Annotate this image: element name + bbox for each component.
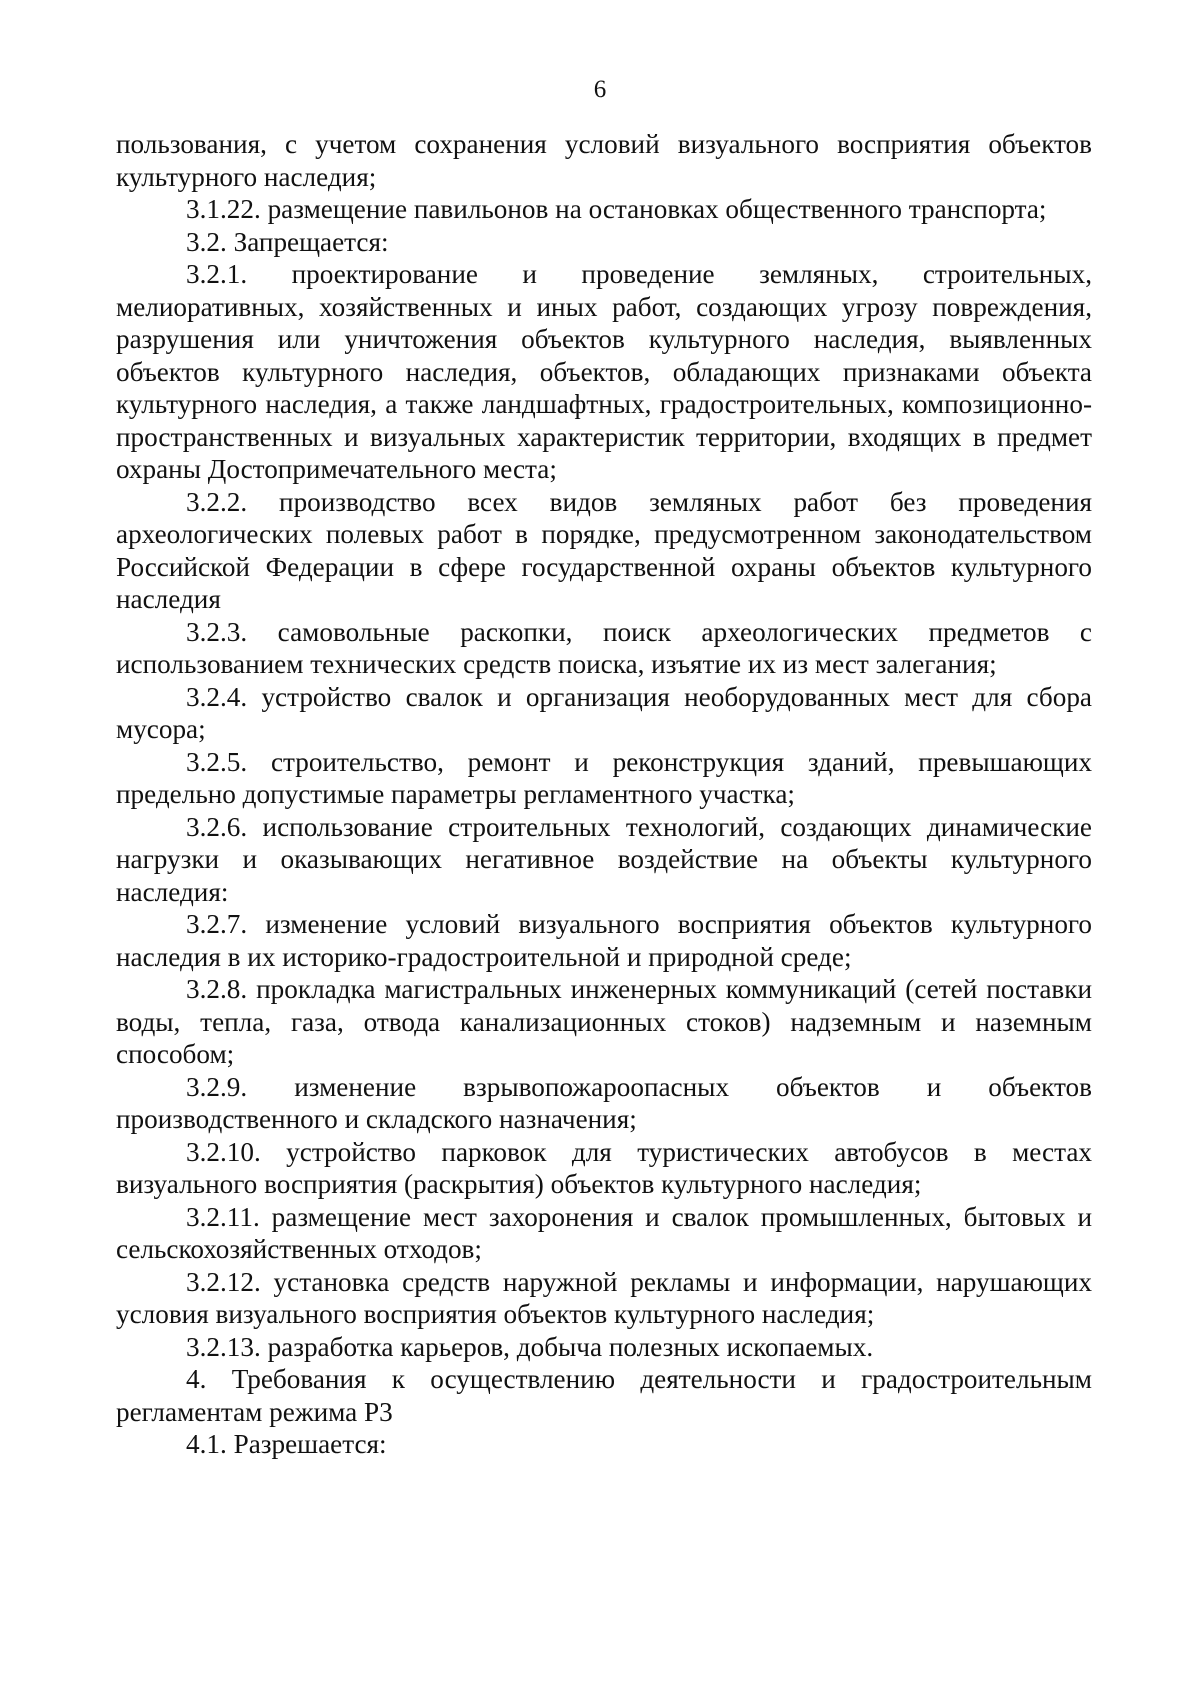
paragraph-3-2-7: 3.2.7. изменение условий визуального восприятия объектов культурного наследия в их историко-градостроительной и природной среде;: [116, 909, 1092, 972]
paragraph-3-2-6: 3.2.6. использование строительных технологий, создающих динамические нагрузки и оказывающих негативное воздействие на объекты культурного наследия:: [116, 811, 1092, 907]
paragraph-3-2-5: 3.2.5. строительство, ремонт и реконструкция зданий, превышающих предельно допустимые параметры регламентного участка;: [116, 746, 1092, 809]
paragraph-4-1: 4.1. Разрешается:: [186, 1429, 387, 1459]
paragraph-3-2-9: 3.2.9. изменение взрывопожароопасных объектов и объектов производственного и складского назначения;: [116, 1071, 1092, 1134]
paragraph-3-2-3: 3.2.3. самовольные раскопки, поиск археологических предметов с использованием технических средств поиска, изъятие их из мест залегания;: [116, 616, 1092, 679]
paragraph-4: 4. Требования к осуществлению деятельности и градостроительным регламентам режима Р3: [116, 1364, 1092, 1427]
document-body: [116, 128, 1092, 1461]
paragraph-3-2: 3.2. Запрещается:: [186, 226, 389, 257]
paragraph-3-2-10: 3.2.10. устройство парковок для туристических автобусов в местах визуального восприятия (раскрытия) объектов культурного наследия;: [116, 1136, 1092, 1199]
paragraph-3-2-13: 3.2.13. разработка карьеров, добыча полезных ископаемых.: [186, 1331, 874, 1362]
paragraph-3-2-2: 3.2.2. производство всех видов земляных работ без проведения археологических полевых работ в порядке, предусмотренном законодательством Российской Федерации в сфере государственной охраны объектов культурного наследия: [116, 486, 1092, 614]
paragraph-3-2-12: 3.2.12. установка средств наружной рекламы и информации, нарушающих условия визуального восприятия объектов культурного наследия;: [116, 1266, 1092, 1329]
paragraph-3-1-22: 3.1.22. размещение павильонов на остановках общественного транспорта;: [186, 194, 1047, 224]
paragraph-3-2-4: 3.2.4. устройство свалок и организация необорудованных мест для сбора мусора;: [116, 681, 1092, 744]
page-number: 6: [593, 76, 607, 103]
paragraph-3-2-8: 3.2.8. прокладка магистральных инженерных коммуникаций (сетей поставки воды, тепла, газа, отвода канализационных стоков) надземным и наземным способом;: [116, 974, 1092, 1069]
paragraph-3-2-1: 3.2.1. проектирование и проведение земляных, строительных, мелиоративных, хозяйственных и иных работ, создающих угрозу повреждения, разрушения или уничтожения объектов культурного наследия, выявленных объектов культурного наследия, объектов, обладающих признаками объекта культурного наследия, а также ландшафтных, градостроительных, композиционно-пространственных и визуальных характеристик территории, входящих в предмет охраны Достопримечательного места;: [116, 259, 1092, 484]
paragraph-3-2-11: 3.2.11. размещение мест захоронения и свалок промышленных, бытовых и сельскохозяйственных отходов;: [116, 1201, 1092, 1264]
paragraph-continuation: пользования, с учетом сохранения условий визуального восприятия объектов культурного наследия;: [116, 129, 1092, 192]
